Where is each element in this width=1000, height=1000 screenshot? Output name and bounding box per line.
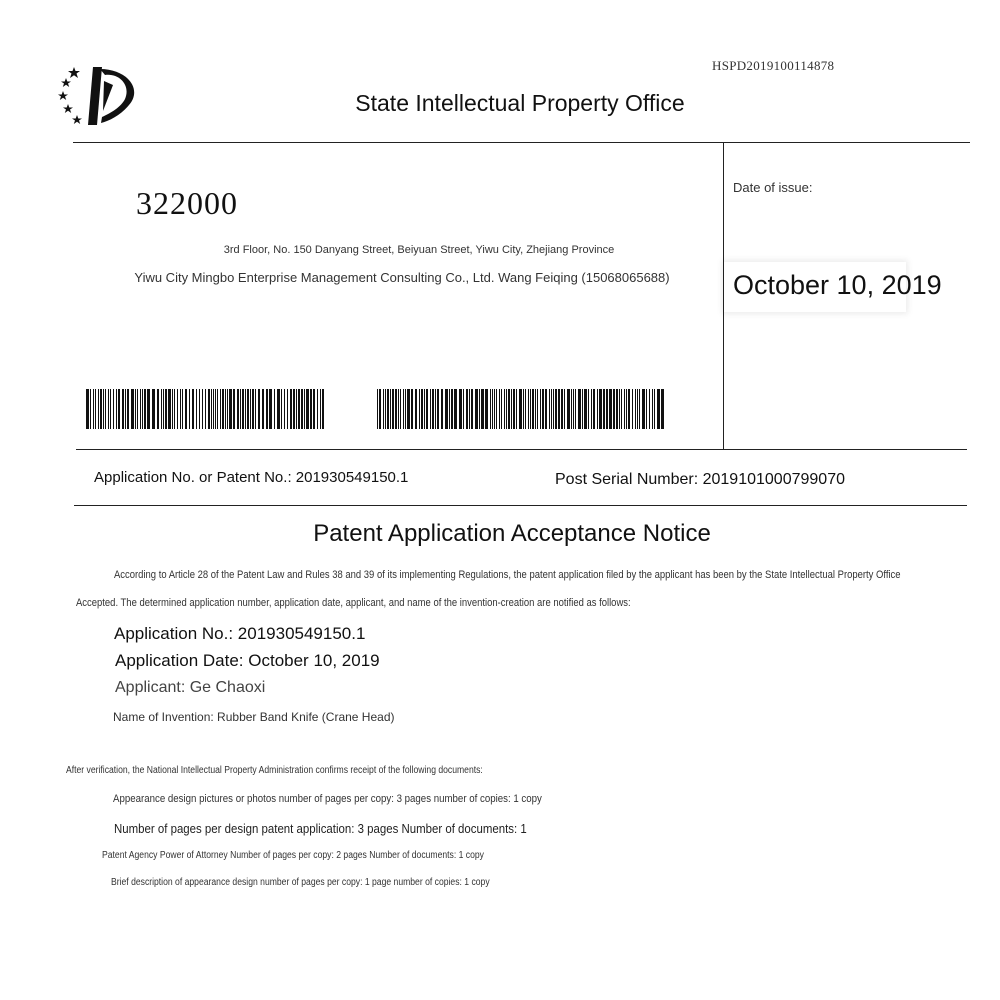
document-item-text: Patent Agency Power of Attorney Number of pages per copy: 2 pages Number of documents: 1 copy bbox=[102, 850, 484, 861]
post-serial-number: Post Serial Number: 2019101000799070 bbox=[555, 471, 845, 488]
documents-intro-text: After verification, the National Intellectual Property Administration confirms receipt of the following documents: bbox=[66, 765, 483, 776]
date-of-issue-label: Date of issue: bbox=[733, 180, 813, 195]
barcode-icon bbox=[86, 389, 326, 429]
document-item bbox=[102, 850, 546, 861]
document-item-text: Brief description of appearance design number of pages per copy: 1 page number of copies: 1 copy bbox=[111, 877, 490, 888]
field-applicant: Applicant: Ge Chaoxi bbox=[115, 679, 266, 696]
recipient-address: 3rd Floor, No. 150 Danyang Street, Beiyuan Street, Yiwu City, Zhejiang Province bbox=[223, 244, 615, 256]
document-item bbox=[114, 821, 583, 836]
notice-paragraph-line1 bbox=[114, 569, 1000, 581]
document-serial-code: HSPD2019100114878 bbox=[712, 58, 835, 73]
notice-paragraph-line1-text: According to Article 28 of the Patent Law and Rules 38 and 39 of its implementing Regulations, the patent application filed by the applicant has been by the State Intellectual Property Office bbox=[114, 569, 901, 581]
top-divider bbox=[73, 142, 970, 143]
date-of-issue-value: October 10, 2019 bbox=[733, 270, 942, 300]
field-application-no: Application No.: 201930549150.1 bbox=[114, 624, 366, 643]
postcode: 322000 bbox=[136, 185, 238, 221]
middle-divider bbox=[76, 449, 967, 450]
document-item bbox=[113, 793, 600, 805]
application-patent-number: Application No. or Patent No.: 201930549150.1 bbox=[94, 469, 409, 486]
field-application-date: Application Date: October 10, 2019 bbox=[115, 651, 380, 670]
documents-intro bbox=[66, 765, 551, 776]
lower-divider bbox=[74, 505, 967, 506]
notice-title: Patent Application Acceptance Notice bbox=[313, 520, 711, 547]
notice-paragraph-line2 bbox=[76, 597, 721, 609]
document-item-text: Appearance design pictures or photos number of pages per copy: 3 pages number of copies: 1 copy bbox=[113, 793, 542, 805]
recipient-company: Yiwu City Mingbo Enterprise Management Consulting Co., Ltd. Wang Feiqing (15068065688) bbox=[134, 270, 670, 285]
document-item-text: Number of pages per design patent application: 3 pages Number of documents: 1 bbox=[114, 821, 527, 836]
office-title-text: State Intellectual Property Office bbox=[355, 90, 685, 116]
notice-paragraph-line2-text: Accepted. The determined application number, application date, applicant, and name of the invention-creation are notified as follows: bbox=[76, 597, 631, 609]
barcode-icon bbox=[377, 389, 667, 429]
office-title bbox=[0, 90, 1000, 117]
field-invention-name: Name of Invention: Rubber Band Knife (Crane Head) bbox=[113, 710, 395, 724]
document-item bbox=[111, 877, 551, 888]
